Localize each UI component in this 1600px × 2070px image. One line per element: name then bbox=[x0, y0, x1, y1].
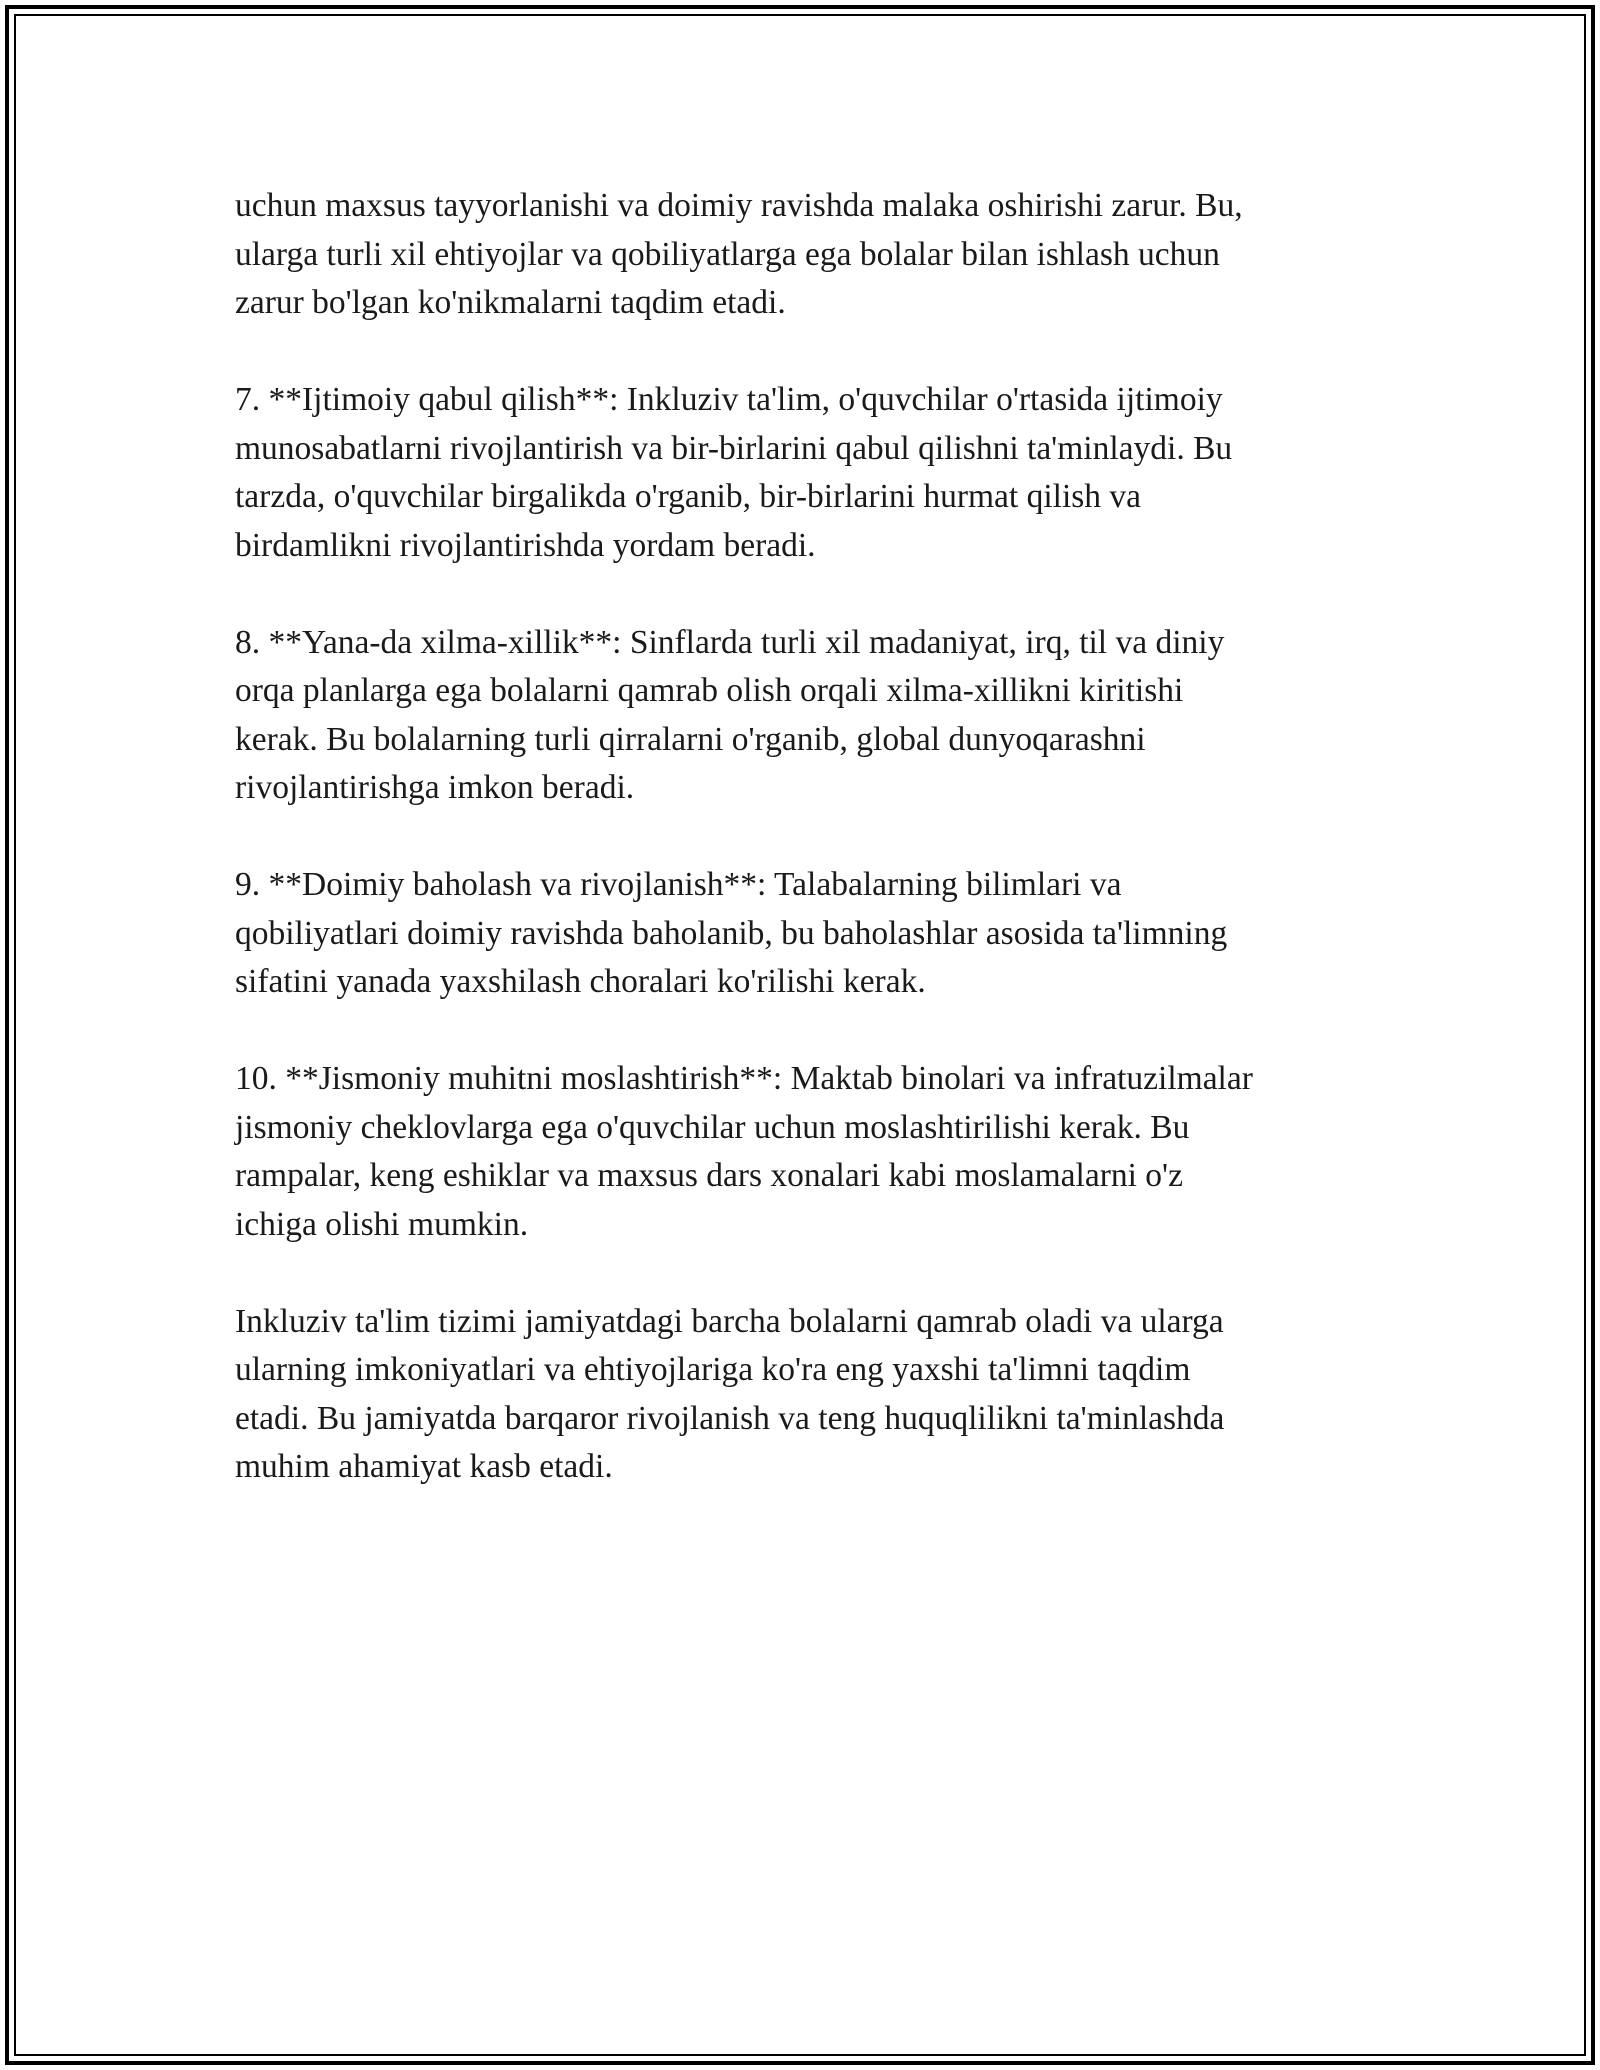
paragraph-item-8: 8. **Yana-da xilma-xillik**: Sinflarda turli xil madaniyat, irq, til va diniy orqa planlarga ega bolalarni qamrab olish orqali xilma-xillikni kiritishi kerak. Bu bolalarning turli qirralarni o'rganib, global dunyoqarashni rivojlantirishga imkon beradi. bbox=[235, 623, 1225, 806]
document-body bbox=[235, 182, 1365, 1540]
paragraph-item-7: 7. **Ijtimoiy qabul qilish**: Inkluziv ta'lim, o'quvchilar o'rtasida ijtimoiy munosabatlarni rivojlantirish va bir-birlarini qabul qilishni ta'minlaydi. Bu tarzda, o'quvchilar birgalikda o'rganib, bir-birlarini hurmat qilish va birdamlikni rivojlantirishda yordam beradi. bbox=[235, 381, 1233, 564]
paragraph-conclusion: Inkluziv ta'lim tizimi jamiyatdagi barcha bolalarni qamrab oladi va ularga ularning imkoniyatlari va ehtiyojlariga ko'ra eng yaxshi ta'limni taqdim etadi. Bu jamiyatda barqaror rivojlanish va teng huquqlilikni ta'minlashda muhim ahamiyat kasb etadi. bbox=[235, 1302, 1225, 1485]
paragraph-continuation: uchun maxsus tayyorlanishi va doimiy ravishda malaka oshirishi zarur. Bu, ularga turli xil ehtiyojlar va qobiliyatlarga ega bolalar bilan ishlash uchun zarur bo'lgan ko'nikmalarni taqdim etadi. bbox=[235, 187, 1243, 321]
paragraph-item-10: 10. **Jismoniy muhitni moslashtirish**: Maktab binolari va infratuzilmalar jismoniy cheklovlarga ega o'quvchilar uchun moslashtirilishi kerak. Bu rampalar, keng eshiklar va maxsus dars xonalari kabi moslamalarni o'z ichiga olishi mumkin. bbox=[235, 1060, 1253, 1243]
paragraph-item-9: 9. **Doimiy baholash va rivojlanish**: Talabalarning bilimlari va qobiliyatlari doimiy ravishda baholanib, bu baholashlar asosida ta'limning sifatini yanada yaxshilash choralari ko'rilishi kerak. bbox=[235, 866, 1228, 1000]
